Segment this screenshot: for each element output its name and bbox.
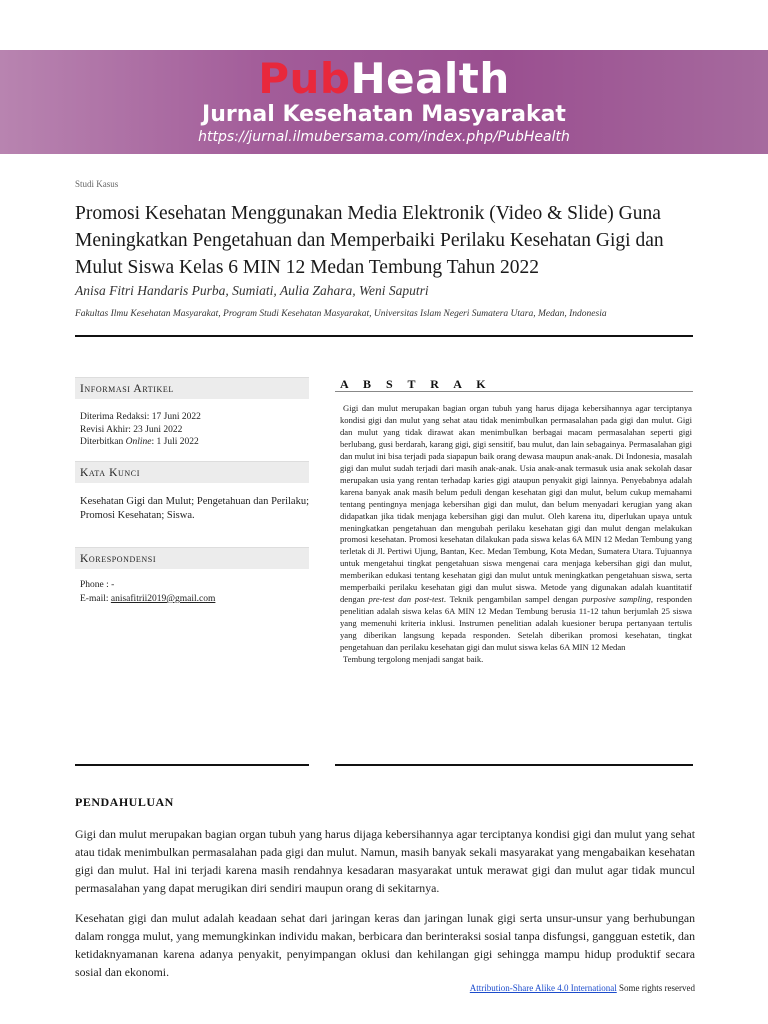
article-type: Studi Kasus [75,179,119,189]
article-dates [75,399,309,461]
introduction-heading: PENDAHULUAN [75,795,174,809]
abstract-part-1: Gigi dan mulut merupakan bagian organ tubuh yang harus dijaga kebersihannya agar terciptanya kondisi gigi dan mulut yang sehat atau tidak menimbulkan permasalahan pada gigi dan mulut. Gigi dan mulut yang tidak dirawat akan menimbulkan berbagai macam permasalahan seperti gigi berlubang, gusi berdarah, karang gigi, gigi sensitif, bau mulut, dan lain sebagainya. Permasalahan gigi dan mulut ini bisa terjadi pada siapapun baik orang dewasa maupun anak-anak. Di Indonesia, masalah gigi dan mulut sudah terjadi dari masih anak-anak. Usia anak-anak termasuk usia anak sekolah dasar merupakan usia yang rentan terhadap karies gigi ataupun penyakit gigi lainnya. Penyebabnya adalah karena banyak anak masih belum peduli dengan kesehatan gigi dan mulut, belum cukup memahami tentang pentingnya menjaga kebersihan gigi dan mulut, dan belum menyadari kerugian yang akan didapatkan jika tidak menjaga kebersihan gigi dan mulut. Oleh karena itu, diperlukan upaya untuk meningkatkan pengetahuan dan mengubah perilaku kesehatan gigi dan mulut dengan melakukan promosi kesehatan. Promosi kesehatan dilakukan pada siswa kelas 6A MIN 12 Medan Tembung yang terletak di Jl. Pertiwi Ujung, Bantan, Kec. Medan Tembung, Kota Medan, Sumatera Utara. Tujuannya untuk mengetahui tingkat pengetahuan siswa mengenai cara menjaga kebersihan gigi dan mulut, memberikan edukasi tentang kesehatan gigi dan mulut untuk meningkatkan pengetahuan siswa, serta memperbaiki perilaku kesehatan gigi dan mulut siswa. Metode yang digunakan adalah kuantitatif dengan [340,403,692,605]
introduction-paragraph-2: Kesehatan gigi dan mulut adalah keadaan sehat dari jaringan keras dan jaringan lunak gigi serta unsur-unsur yang berhubungan dalam rongga mulut, yang memungkinkan individu makan, berbicara dan berinteraksi sosial tanpa disfungsi, gangguan estetik, dan ketidaknyamanan karena adanya penyakit, penyimpangan oklusi dan kehilangan gigi sehingga mampu hidup produktif secara sosial dan ekonomi. [75,911,695,979]
abstract-heading-rule [335,391,693,392]
published-prefix: Diterbitkan [80,437,126,447]
correspondence-heading: Korespondensi [75,547,309,569]
header-divider [75,335,693,337]
license-footer [470,983,695,993]
abstract-part-3: , responden penelitian adalah siswa kelas 6A MIN 12 Medan Tembung berusia 11-12 tahun berjumlah 25 siswa yang memenuhi kriteria inklusi. Instrumen penelitian adalah kuesioner berupa pertanyaan tertulis yang diberikan langsung kepada responden. Setelah diberikan promosi kesehatan, tingkat pengetahuan dan perilaku kesehatan gigi dan mulut siswa kelas 6A MIN 12 Medan [340,594,693,653]
journal-banner [0,50,768,154]
rights-text: Some rights reserved [616,983,695,993]
license-link[interactable]: Attribution-Share Alike 4.0 International [469,983,617,993]
email-label: E-mail: [80,594,111,604]
abstract-em-pretest: pre-test dan post-test [368,594,444,605]
abstract-part-2: . Teknik pengambilan sampel dengan [443,594,582,605]
abstract-em-sampling: purposive sampling [581,594,651,605]
author-affiliation: Fakultas Ilmu Kesehatan Masyarakat, Program Studi Kesehatan Masyarakat, Universitas Islam Negeri Sumatera Utara, Medan, Indonesia [75,309,607,319]
correspondence-email-row [80,592,309,606]
published-date [80,436,309,449]
journal-url-link[interactable]: https://jurnal.ilmubersama.com/index.php/PubHealth [198,129,570,145]
published-online: Online [125,437,152,447]
correspondence-phone: Phone : - [80,580,115,590]
article-title: Promosi Kesehatan Menggunakan Media Elektronik (Video & Slide) Guna Meningkatkan Pengetahuan dan Memperbaiki Perilaku Kesehatan Gigi dan Mulut Siswa Kelas 6 MIN 12 Medan Tembung Tahun 2022 [75,203,664,278]
introduction-paragraph-1: Gigi dan mulut merupakan bagian organ tubuh yang harus dijaga kebersihannya agar terciptanya kondisi gigi dan mulut yang sehat atau tidak menimbulkan permasalahan pada gigi dan mulut. Namun, masih banyak sekali masyarakat yang mengabaikan kesehatan gigi dan mulut. Hal ini terjadi karena masih rendahnya kesadaran masyarakat untuk merawat gigi dan mulut agar tidak muncul permasalahan yang dapat merugikan diri sendiri maupun orang di sekitarnya. [75,827,695,895]
abstract-bottom-divider [335,764,693,766]
correspondence-details [75,569,309,606]
logo-health-text: Health [350,54,510,103]
keywords-heading: Kata Kunci [75,461,309,483]
correspondence-email-link[interactable]: anisafitrii2019@gmail.com [110,594,216,604]
received-date: Diterima Redaksi: 17 Juni 2022 [80,412,201,422]
abstract-paragraph [340,403,692,654]
journal-logo [0,54,768,104]
article-info-heading: Informasi Artikel [75,377,309,399]
abstract-text [340,403,692,666]
logo-pub-text: Pub [258,54,351,103]
article-authors: Anisa Fitri Handaris Purba, Sumiati, Aulia Zahara, Weni Saputri [75,283,429,298]
keywords-text: Kesehatan Gigi dan Mulut; Pengetahuan dan Perilaku; Promosi Kesehatan; Siswa. [80,496,309,521]
published-suffix: : 1 Juli 2022 [151,437,199,447]
sidebar-bottom-divider [75,764,309,766]
article-info-sidebar [75,377,309,606]
journal-name: Jurnal Kesehatan Masyarakat [202,102,566,127]
abstract-heading: A B S T R A K [340,377,492,391]
page-top-margin [0,0,768,50]
abstract-last-line: Tembung tergolong menjadi sangat baik. [343,654,484,665]
revised-date: Revisi Akhir: 23 Juni 2022 [80,424,183,435]
